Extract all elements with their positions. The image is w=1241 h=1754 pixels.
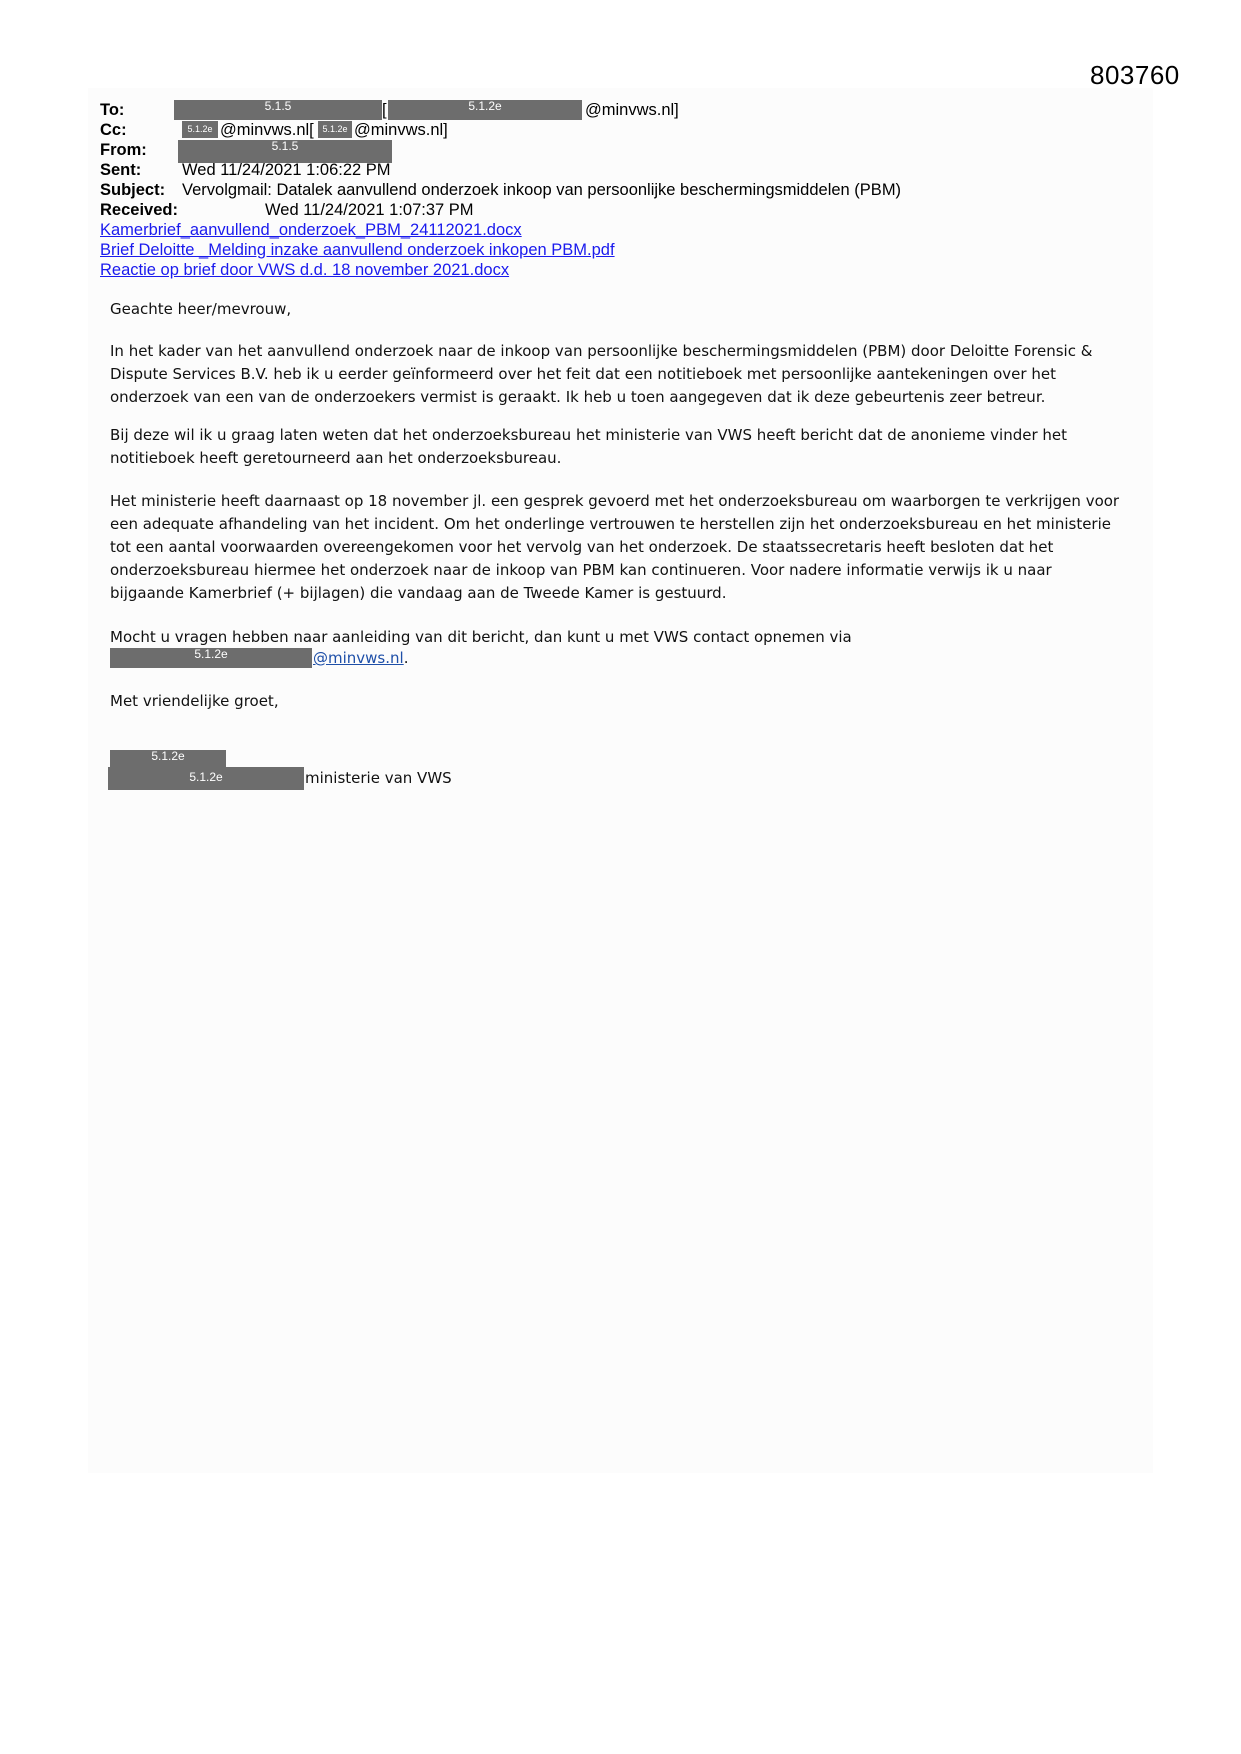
contact-line: Mocht u vragen hebben naar aanleiding van dit bericht, dan kunt u met VWS contact opnemen via <box>110 628 852 646</box>
signature-organisation: ministerie van VWS <box>305 769 452 787</box>
redaction-signature-name: 5.1.2e <box>110 750 226 767</box>
redaction-to-address: 5.1.2e <box>388 100 582 120</box>
attachment-link-brief-deloitte[interactable]: Brief Deloitte _Melding inzake aanvullend onderzoek inkopen PBM.pdf <box>100 241 615 259</box>
redaction-contact: 5.1.2e <box>110 648 312 668</box>
document-id: 803760 <box>1090 60 1180 90</box>
cc-label: Cc: <box>100 121 127 139</box>
to-label: To: <box>100 101 125 119</box>
paragraph-3: Het ministerie heeft daarnaast op 18 november jl. een gesprek gevoerd met het onderzoeksbureau om waarborgen te verkrijgen voor een adequate afhandeling van het incident. Om het onderlinge vertrouwen te herstellen zijn het onderzoeksbureau en het ministerie tot een aantal voorwaarden overeengekomen voor het vervolg van het onderzoek. De staatssecretaris heeft besloten dat het onderzoeksbureau hiermee het onderzoek naar de inkoop van PBM kan continueren. Voor nadere informatie verwijs ik u naar bijgaande Kamerbrief (+ bijlagen) die vandaag aan de Tweede Kamer is gestuurd. <box>110 492 1120 602</box>
from-label: From: <box>100 141 147 159</box>
paragraph-2: Bij deze wil ik u graag laten weten dat het onderzoeksbureau het ministerie van VWS heeft bericht dat de anonieme vinder het notitieboek heeft geretourneerd aan het onderzoeksbureau. <box>110 426 1068 467</box>
received-label: Received: <box>100 201 178 219</box>
contact-email-link[interactable]: @minvws.nl <box>313 649 404 667</box>
paragraph-1: In het kader van het aanvullend onderzoek naar de inkoop van persoonlijke beschermingsmiddelen (PBM) door Deloitte Forensic & Dispute Services B.V. heb ik u eerder geïnformeerd over het feit dat een notitieboek met persoonlijke aantekeningen over het onderzoek van een van de onderzoekers vermist is geraakt. Ik heb u toen aangegeven dat ik deze gebeurtenis zeer betreur. <box>110 342 1093 406</box>
received-value: Wed 11/24/2021 1:07:37 PM <box>265 201 474 219</box>
cc-address-2: @minvws.nl] <box>354 121 448 139</box>
subject-value: Vervolgmail: Datalek aanvullend onderzoek inkoop van persoonlijke beschermingsmiddelen (PBM) <box>182 181 902 199</box>
redaction-cc-2: 5.1.2e <box>318 121 352 138</box>
attachment-link-reactie[interactable]: Reactie op brief door VWS d.d. 18 november 2021.docx <box>100 261 510 279</box>
to-bracket: [ <box>382 101 387 119</box>
sent-value: Wed 11/24/2021 1:06:22 PM <box>182 161 391 179</box>
cc-address-1: @minvws.nl[ <box>220 121 314 139</box>
contact-period: . <box>403 649 409 667</box>
sent-label: Sent: <box>100 161 142 179</box>
closing: Met vriendelijke groet, <box>110 692 279 710</box>
attachment-link-kamerbrief[interactable]: Kamerbrief_aanvullend_onderzoek_PBM_24112021.docx <box>100 221 522 239</box>
redaction-to-name: 5.1.5 <box>174 100 382 120</box>
greeting: Geachte heer/mevrouw, <box>110 300 292 318</box>
redaction-from: 5.1.5 <box>178 140 392 163</box>
redaction-signature-title: 5.1.2e <box>108 767 304 790</box>
subject-label: Subject: <box>100 181 166 199</box>
to-address-suffix: @minvws.nl] <box>585 101 679 119</box>
redaction-cc-1: 5.1.2e <box>182 121 218 138</box>
contact-email-line <box>313 647 408 670</box>
